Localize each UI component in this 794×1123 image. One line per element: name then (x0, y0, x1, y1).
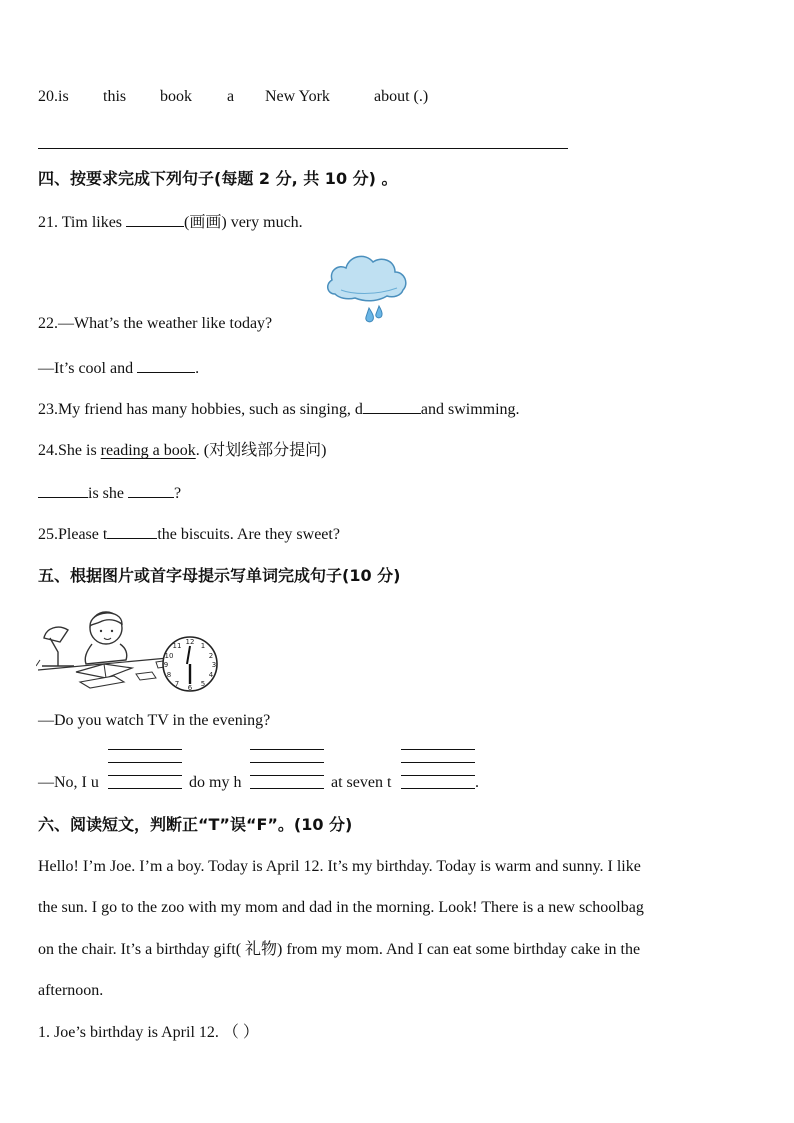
svg-text:2: 2 (208, 652, 214, 660)
q22-answer-pre: —It’s cool and (38, 360, 138, 377)
q21-text-post: (画画) very much. (184, 214, 303, 231)
q20-word-6: about (.) (374, 88, 429, 105)
passage-line-1: Hello! I’m Joe. I’m a boy. Today is April 12. It’s my birthday. Today is warm and sunny. I like (38, 858, 641, 875)
q23-blank[interactable] (363, 399, 421, 414)
writing-line-1b (108, 762, 182, 763)
svg-text:3: 3 (211, 661, 217, 669)
q23 (38, 399, 520, 420)
q23-text-pre: 23.My friend has many hobbies, such as singing, d (38, 401, 363, 418)
q22-answer-post: . (195, 360, 200, 377)
q25 (38, 524, 340, 545)
q24-text-post: . (对划线部分提问) (195, 442, 327, 459)
writing-line-1a (108, 749, 182, 750)
section5-answer-part2: do my h (189, 774, 242, 791)
q24-line2-end: ? (174, 485, 182, 502)
svg-text:8: 8 (166, 671, 172, 679)
passage-line-3: on the chair. It’s a birthday gift( 礼物) from my mom. And I can eat some birthday cake in the (38, 941, 641, 958)
writing-line-3a (401, 749, 475, 750)
q22-question: 22.—What’s the weather like today? (38, 315, 273, 332)
q21 (38, 212, 303, 233)
section5-answer-end: . (475, 774, 479, 791)
q24-line2-mid: is she (88, 485, 128, 502)
q24-underlined: reading a book (100, 442, 196, 459)
section5-answer-part3: at seven t (331, 774, 392, 791)
q24-line2 (38, 483, 181, 504)
blank-h-word[interactable] (250, 773, 324, 789)
q25-blank[interactable] (107, 524, 157, 539)
q20-word-1: 20.is (38, 88, 69, 105)
svg-text:10: 10 (164, 652, 174, 660)
svg-text:7: 7 (174, 680, 180, 688)
svg-text:12: 12 (185, 638, 195, 646)
passage-line-2: the sun. I go to the zoo with my mom and dad in the morning. Look! There is a new schoolbag (38, 899, 644, 916)
section6-q1[interactable]: 1. Joe’s birthday is April 12. （ ） (38, 1024, 259, 1041)
q20-answer-line[interactable] (38, 148, 568, 149)
rain-cloud-icon (325, 250, 411, 332)
writing-line-2b (250, 762, 324, 763)
q25-text-post: the biscuits. Are they sweet? (157, 526, 340, 543)
q20-number: 20. (38, 88, 58, 105)
q24 (38, 441, 326, 461)
svg-text:5: 5 (200, 680, 206, 688)
svg-text:1: 1 (200, 642, 206, 650)
boy-homework-clock-illustration (36, 602, 222, 694)
q20-word-3: book (160, 88, 192, 105)
q23-text-post: and swimming. (420, 401, 520, 418)
q21-blank[interactable] (126, 212, 184, 227)
section4-heading: 四、按要求完成下列句子(每题 2 分, 共 10 分) 。 (38, 169, 398, 188)
q22-blank[interactable] (137, 358, 195, 373)
q25-text-pre: 25.Please t (38, 526, 108, 543)
section5-question: —Do you watch TV in the evening? (38, 712, 271, 729)
q21-text-pre: 21. Tim likes (38, 214, 127, 231)
section6-heading: 六、阅读短文，判断正“T”误“F”。(10 分) (38, 815, 353, 834)
q24-blank-2[interactable] (128, 483, 174, 498)
q24-blank-1[interactable] (38, 483, 88, 498)
writing-line-3b (401, 762, 475, 763)
svg-text:4: 4 (208, 671, 214, 679)
svg-text:11: 11 (172, 642, 182, 650)
blank-t-word[interactable] (401, 773, 475, 789)
q20-word-4: a (227, 88, 235, 105)
svg-text:6: 6 (187, 684, 193, 692)
q20-word-5: New York (265, 88, 330, 105)
passage-line-4: afternoon. (38, 982, 104, 999)
q22-answer (38, 358, 199, 379)
q24-text-pre: 24.She is (38, 442, 101, 459)
q20-word-2: this (103, 88, 127, 105)
section5-answer-part1: —No, I u (38, 774, 99, 791)
section5-heading: 五、根据图片或首字母提示写单词完成句子(10 分) (38, 566, 401, 585)
svg-text:9: 9 (163, 661, 169, 669)
writing-line-2a (250, 749, 324, 750)
blank-u-word[interactable] (108, 773, 182, 789)
